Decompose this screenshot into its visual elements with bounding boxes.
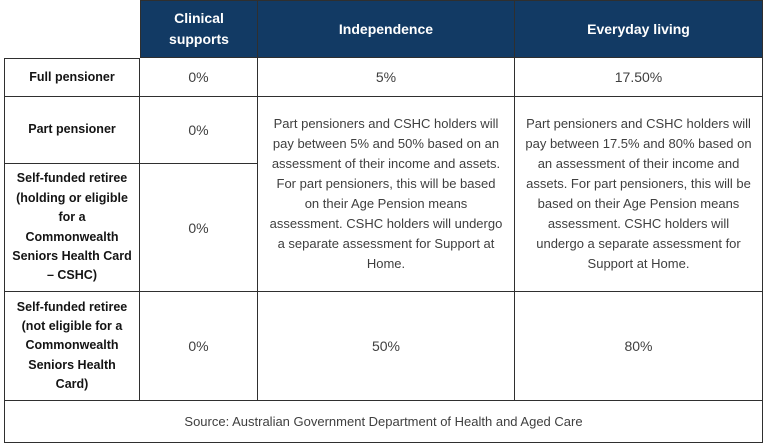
column-header-independence: Independence [258,0,515,58]
column-header-everyday-living: Everyday living [515,0,763,58]
cell-full-pensioner-independence: 5% [258,58,515,97]
cell-full-pensioner-everyday: 17.50% [515,58,763,97]
column-header-clinical-supports: Clinical supports [140,0,258,58]
row-label-full-pensioner: Full pensioner [4,58,140,97]
cell-full-pensioner-clinical: 0% [140,58,258,97]
cell-self-funded-cshc-clinical: 0% [140,164,258,292]
cell-merged-independence-part-pensioner-cshc: Part pensioners and CSHC holders will pay between 5% and 50% based on an assessment of their income and assets. For part pensioners, this will be based on their Age Pension means assessment. CSHC holders will undergo a separate assessment for Support at Home. [258,97,515,292]
corner-empty-cell [4,0,140,58]
row-label-self-funded-no-card: Self-funded retiree (not eligible for a Commonwealth Seniors Health Card) [4,292,140,401]
cell-self-funded-no-card-independence: 50% [258,292,515,401]
cell-self-funded-no-card-clinical: 0% [140,292,258,401]
cell-merged-everyday-part-pensioner-cshc: Part pensioners and CSHC holders will pay between 17.5% and 80% based on an assessment of their income and assets. For part pensioners, this will be based on their Age Pension means assessment. CSHC holders will undergo a separate assessment for Support at Home. [515,97,763,292]
funding-contribution-table [4,0,763,443]
row-label-self-funded-cshc: Self-funded retiree (holding or eligible for a Commonwealth Seniors Health Card – CSHC) [4,164,140,292]
cell-self-funded-no-card-everyday: 80% [515,292,763,401]
source-note: Source: Australian Government Department of Health and Aged Care [4,401,763,443]
cell-part-pensioner-clinical: 0% [140,97,258,164]
row-label-part-pensioner: Part pensioner [4,97,140,164]
